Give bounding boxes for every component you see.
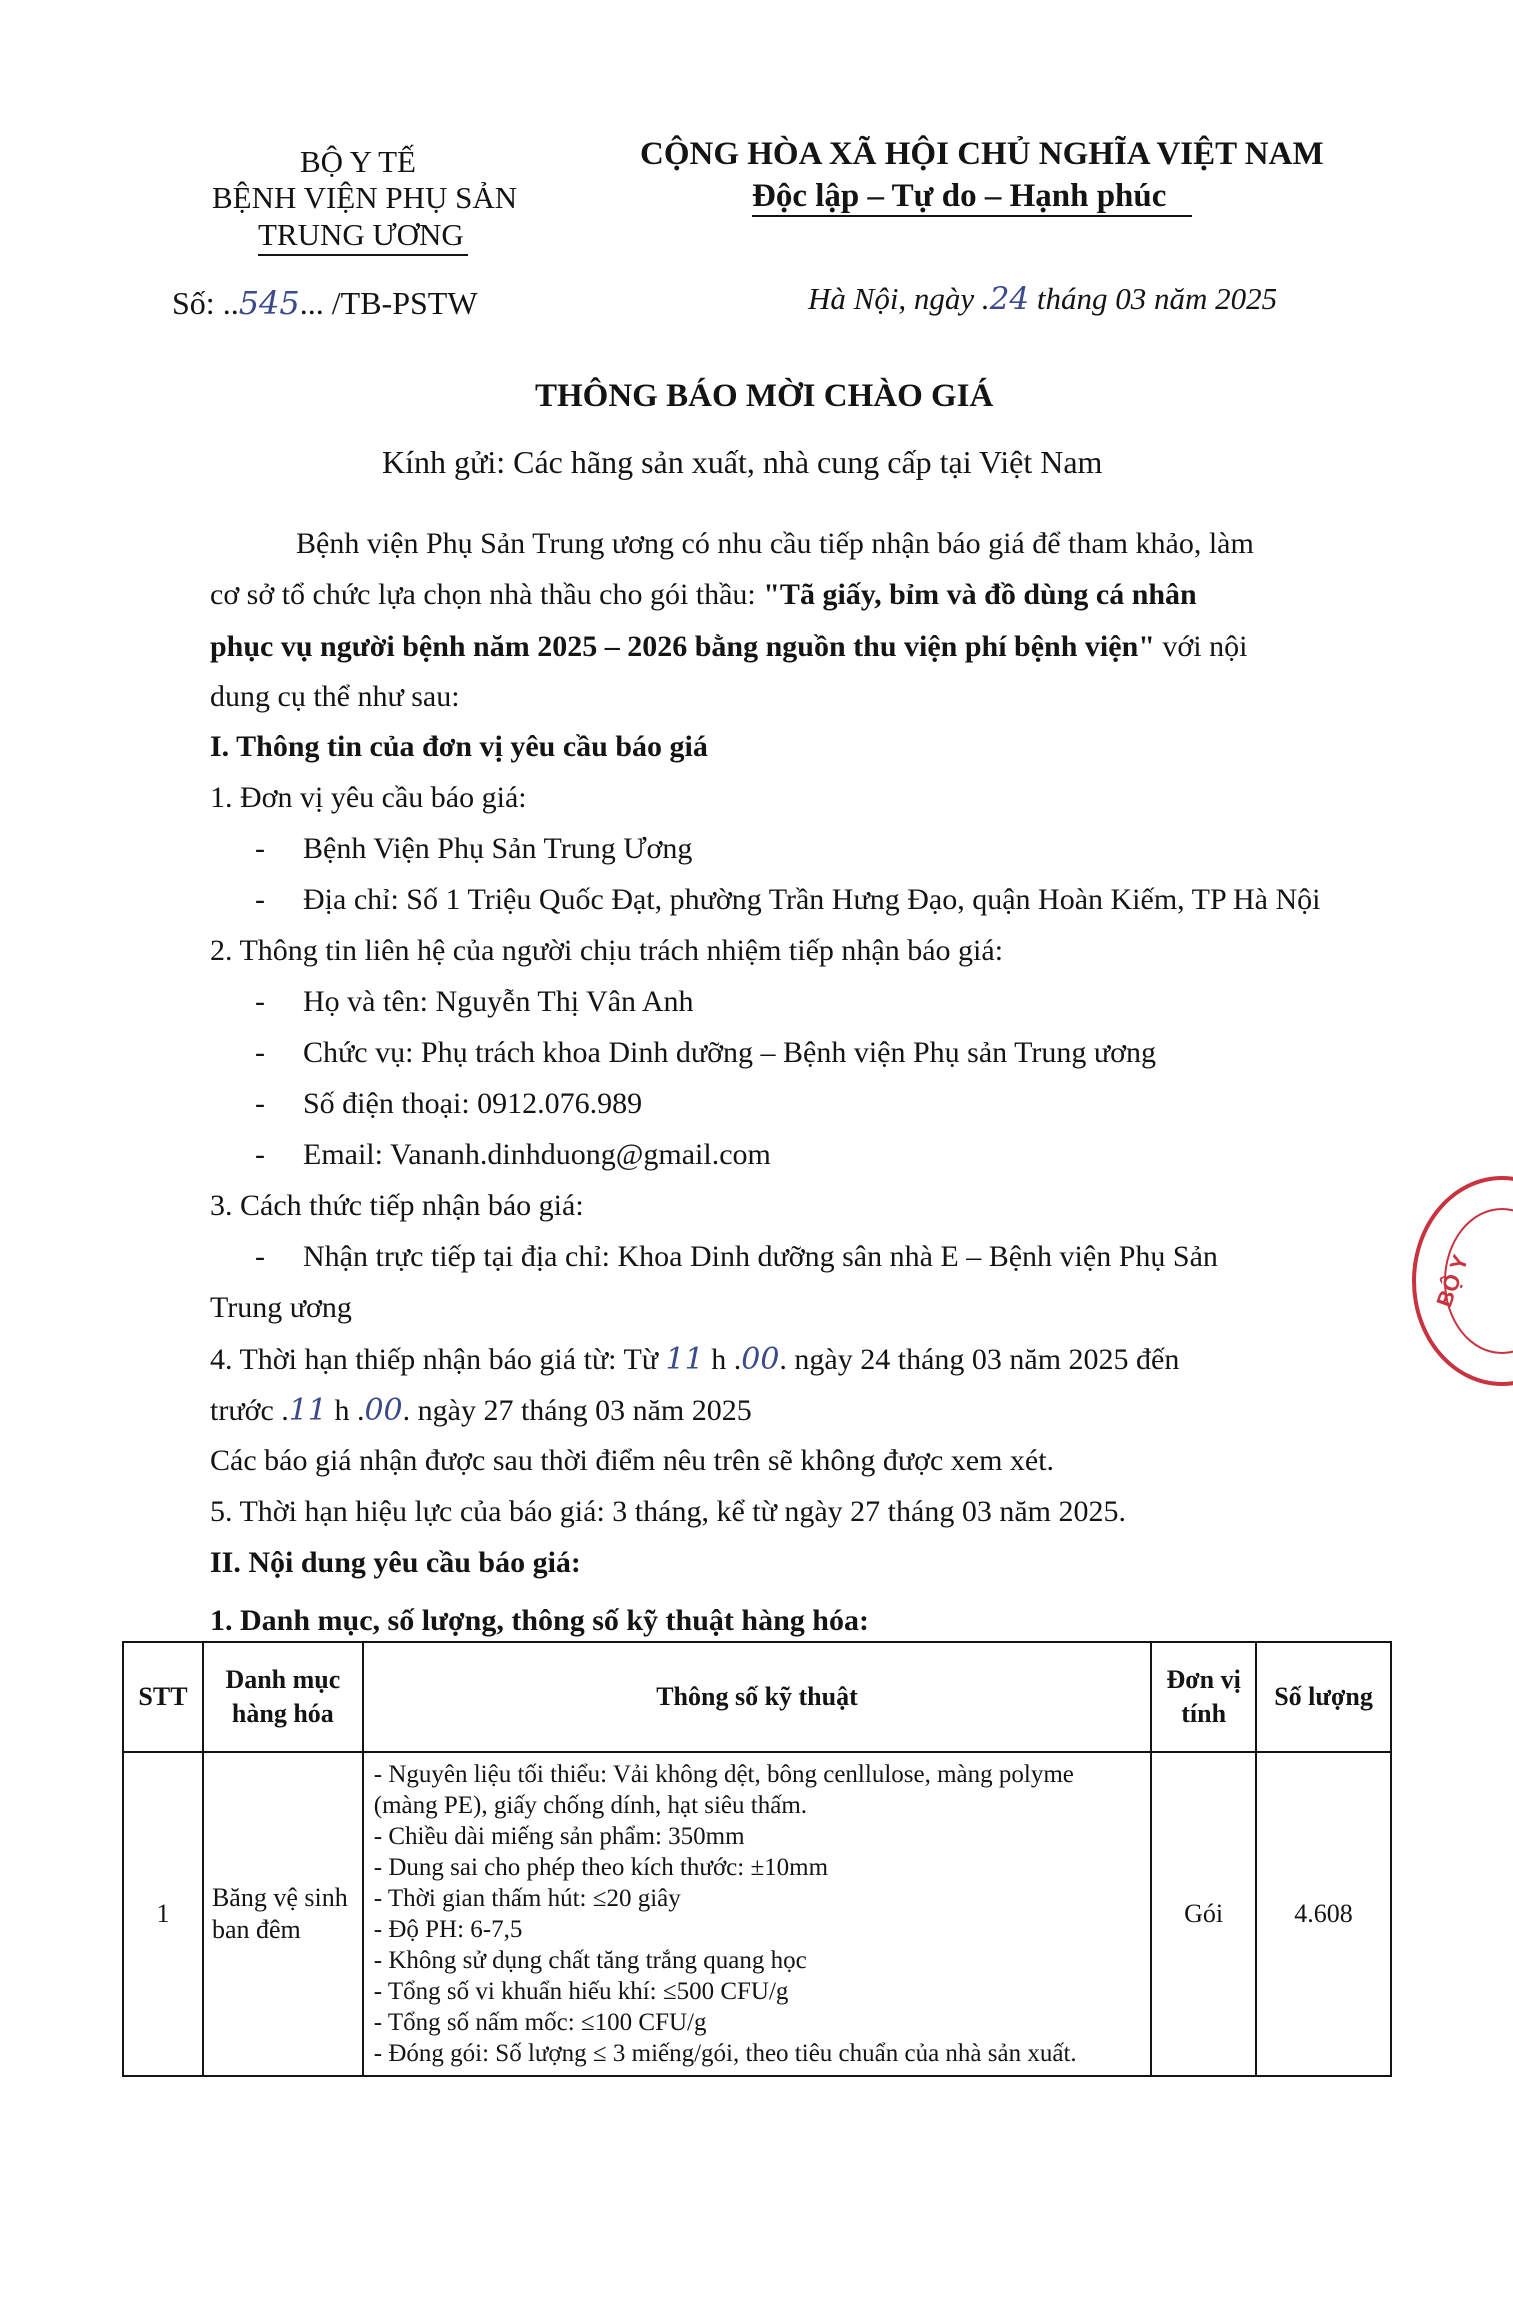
item-4-text: trước .: [210, 1394, 289, 1427]
item-4-text: h .: [326, 1394, 365, 1427]
document-date: [808, 281, 1277, 317]
hospital-name-line2: TRUNG ƯƠNG: [258, 217, 464, 252]
stamp-text: BỘ Y: [1431, 1251, 1474, 1311]
cell-unit: Gói: [1151, 1752, 1256, 2076]
table-header-row: [123, 1642, 1391, 1752]
intro-line-2: [210, 578, 1197, 612]
cell-stt: 1: [123, 1752, 203, 2076]
item-2-bullet-2: - Chức vụ: Phụ trách khoa Dinh dưỡng – Bệnh viện Phụ sản Trung ương: [255, 1036, 1156, 1069]
bullet-text: Địa chỉ: Số 1 Triệu Quốc Đạt, phường Trần Hưng Đạo, quận Hoàn Kiếm, TP Hà Nội: [303, 883, 1321, 916]
intro-line-3: [210, 630, 1247, 664]
item-2-bullet-4: - Email: Vananh.dinhduong@gmail.com: [255, 1138, 771, 1171]
minute-handwritten: 00: [364, 1393, 403, 1428]
spec-line: - Đóng gói: Số lượng ≤ 3 miếng/gói, theo tiêu chuẩn của nhà sản xuất.: [373, 2040, 1077, 2067]
goods-table: [122, 1641, 1392, 2077]
minute-handwritten: 00: [741, 1342, 780, 1377]
item-3-label: 3. Cách thức tiếp nhận báo giá:: [210, 1189, 584, 1222]
spec-line: - Tổng số vi khuẩn hiếu khí: ≤500 CFU/g: [373, 1978, 789, 2005]
number-prefix: Số: ..: [172, 285, 239, 321]
red-stamp-icon: [1412, 1176, 1513, 1386]
bullet-text: Nhận trực tiếp tại địa chỉ: Khoa Dinh dưỡng sân nhà E – Bệnh viện Phụ Sản: [303, 1240, 1218, 1273]
item-3-continuation: Trung ương: [210, 1291, 352, 1324]
bullet-text: Họ và tên: Nguyễn Thị Vân Anh: [303, 985, 694, 1018]
item-1-bullet-1: - Bệnh Viện Phụ Sản Trung Ương: [255, 832, 693, 865]
date-handwritten: 24: [989, 281, 1030, 317]
item-4-text: . ngày 24 tháng 03 năm 2025 đến: [779, 1343, 1180, 1376]
intro-line-2-normal: cơ sở tổ chức lựa chọn nhà thầu cho gói thầu:: [210, 578, 764, 611]
header-qty: Số lượng: [1256, 1642, 1391, 1752]
item-3-bullet: - Nhận trực tiếp tại địa chỉ: Khoa Dinh dưỡng sân nhà E – Bệnh viện Phụ Sản: [255, 1240, 1218, 1273]
spec-line: - Độ PH: 6-7,5: [373, 1916, 523, 1943]
hospital-name-line1: BỆNH VIỆN PHỤ SẢN: [212, 180, 518, 215]
spec-line: - Không sử dụng chất tăng trắng quang học: [373, 1947, 807, 1974]
hospital-underline: [258, 254, 468, 256]
spec-line: - Chiều dài miếng sản phẩm: 350mm: [373, 1823, 745, 1850]
spec-line: - Dung sai cho phép theo kích thước: ±10mm: [373, 1854, 829, 1881]
header-stt: STT: [123, 1642, 203, 1752]
intro-line-4: dung cụ thể như sau:: [210, 680, 460, 713]
item-4-text: h .: [703, 1343, 742, 1376]
bullet-text: Bệnh Viện Phụ Sản Trung Ương: [303, 832, 693, 865]
table-row: [123, 1752, 1391, 2076]
national-motto: Độc lập – Tự do – Hạnh phúc: [752, 178, 1167, 214]
section-2-heading: II. Nội dung yêu cầu báo giá:: [210, 1546, 581, 1579]
number-suffix: ... /TB-PSTW: [299, 285, 478, 321]
number-handwritten: 545: [238, 284, 300, 322]
header-unit: Đơn vị tính: [1151, 1642, 1256, 1752]
item-4-text: 4. Thời hạn thiếp nhận báo giá từ: Từ: [210, 1343, 666, 1376]
item-1-label: 1. Đơn vị yêu cầu báo giá:: [210, 781, 527, 814]
document-title: THÔNG BÁO MỜI CHÀO GIÁ: [535, 378, 994, 414]
hour-handwritten: 11: [288, 1393, 327, 1428]
cell-qty: 4.608: [1256, 1752, 1391, 2076]
item-2-bullet-1: - Họ và tên: Nguyễn Thị Vân Anh: [255, 985, 694, 1018]
item-4-text: . ngày 27 tháng 03 năm 2025: [402, 1394, 752, 1427]
spec-line: - Tổng số nấm mốc: ≤100 CFU/g: [373, 2009, 707, 2036]
ministry-name: BỘ Y TẾ: [300, 144, 416, 179]
intro-line-1: Bệnh viện Phụ Sản Trung ương có nhu cầu tiếp nhận báo giá để tham khảo, làm: [296, 527, 1254, 560]
deadline-note: Các báo giá nhận được sau thời điểm nêu trên sẽ không được xem xét.: [210, 1444, 1055, 1477]
item-2-bullet-3: - Số điện thoại: 0912.076.989: [255, 1087, 643, 1120]
document-number: [172, 284, 478, 322]
cell-spec: [363, 1752, 1151, 2076]
spec-line: - Nguyên liệu tối thiểu: Vải không dệt, bông cenllulose, màng polyme (màng PE), giấy chống dính, hạt siêu thấm.: [373, 1761, 1074, 1819]
recipient-line: Kính gửi: Các hãng sản xuất, nhà cung cấp tại Việt Nam: [382, 444, 1103, 480]
item-5: 5. Thời hạn hiệu lực của báo giá: 3 tháng, kể từ ngày 27 tháng 03 năm 2025.: [210, 1495, 1126, 1528]
section-2-sub-1: 1. Danh mục, số lượng, thông số kỹ thuật hàng hóa:: [210, 1604, 869, 1637]
header-item: Danh mục hàng hóa: [203, 1642, 363, 1752]
item-2-label: 2. Thông tin liên hệ của người chịu trách nhiệm tiếp nhận báo giá:: [210, 934, 1004, 967]
spec-line: - Thời gian thấm hút: ≤20 giây: [373, 1885, 681, 1912]
item-4-line-2: [210, 1393, 752, 1428]
date-suffix: tháng 03 năm 2025: [1029, 281, 1278, 316]
bullet-text: Chức vụ: Phụ trách khoa Dinh dưỡng – Bệnh viện Phụ sản Trung ương: [303, 1036, 1156, 1069]
intro-line-3-bold: phục vụ người bệnh năm 2025 – 2026 bằng nguồn thu viện phí bệnh viện": [210, 630, 1155, 663]
hour-handwritten: 11: [665, 1342, 704, 1377]
intro-line-3-normal: với nội: [1154, 630, 1248, 663]
date-prefix: Hà Nội, ngày .: [808, 281, 990, 316]
item-4-line-1: [210, 1342, 1179, 1377]
republic-title: CỘNG HÒA XÃ HỘI CHỦ NGHĨA VIỆT NAM: [640, 136, 1324, 172]
bullet-text: Email: Vananh.dinhduong@gmail.com: [303, 1138, 771, 1171]
motto-underline: [752, 215, 1192, 217]
section-1-heading: I. Thông tin của đơn vị yêu cầu báo giá: [210, 730, 708, 763]
cell-item: Băng vệ sinh ban đêm: [203, 1752, 363, 2076]
header-spec: Thông số kỹ thuật: [363, 1642, 1151, 1752]
bullet-text: Số điện thoại: 0912.076.989: [303, 1087, 643, 1120]
item-1-bullet-2: - Địa chỉ: Số 1 Triệu Quốc Đạt, phường Trần Hưng Đạo, quận Hoàn Kiếm, TP Hà Nội: [255, 883, 1321, 916]
intro-line-2-bold: "Tã giấy, bỉm và đồ dùng cá nhân: [763, 578, 1197, 611]
